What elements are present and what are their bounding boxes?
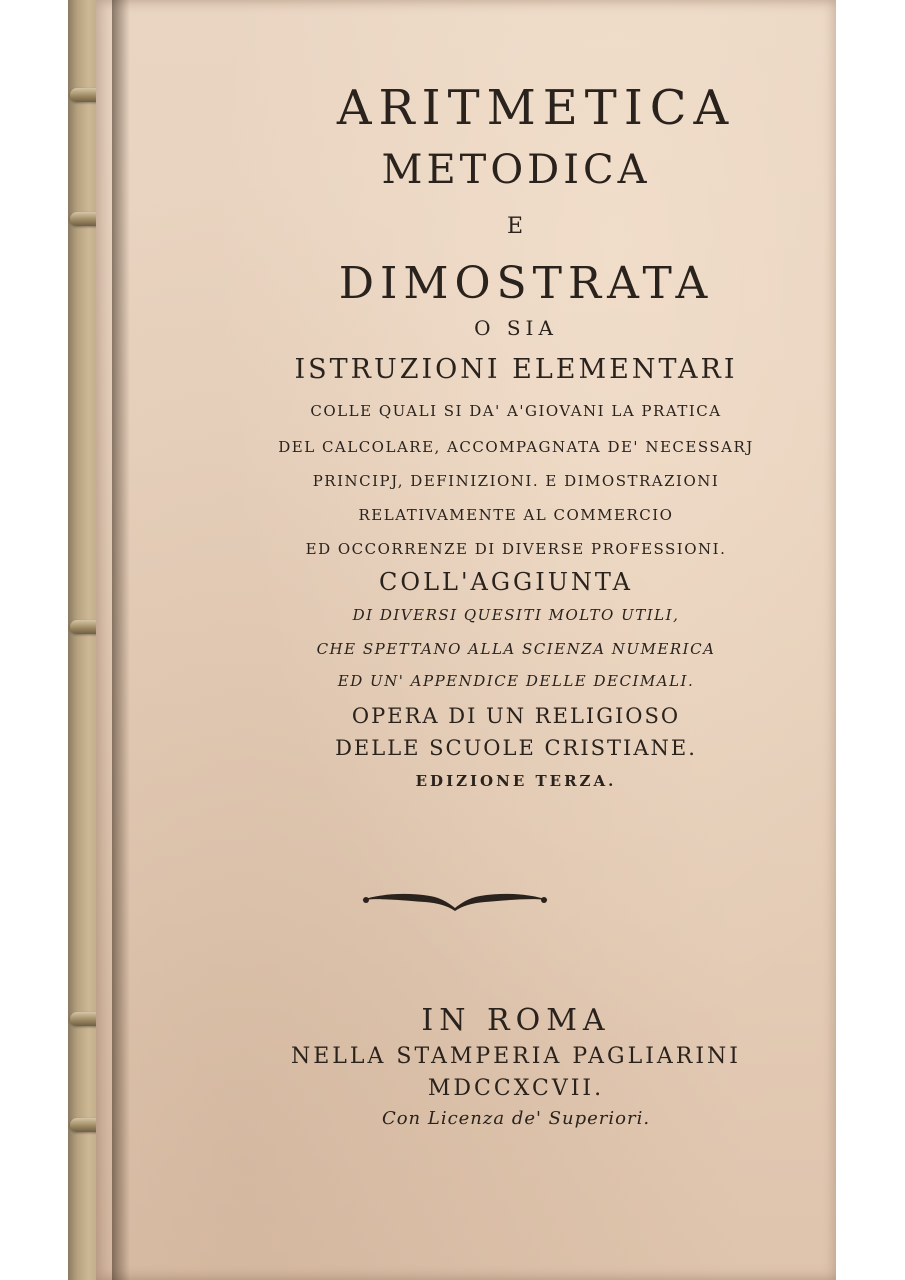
imprint-license: Con Licenza de' Superiori. bbox=[381, 1108, 651, 1129]
author-line: DELLE SCUOLE CRISTIANE. bbox=[335, 736, 697, 760]
italic-description-line: ED UN' APPENDICE DELLE DECIMALI. bbox=[337, 672, 695, 690]
subtitle-istruzioni: ISTRUZIONI ELEMENTARI bbox=[294, 354, 738, 385]
description-line: RELATIVAMENTE AL COMMERCIO bbox=[358, 506, 674, 524]
title-conjunction: E bbox=[506, 214, 526, 239]
description-line: COLLE QUALI SI DA' A'GIOVANI LA PRATICA bbox=[310, 402, 722, 420]
description-line: ED OCCORRENZE DI DIVERSE PROFESSIONI. bbox=[305, 540, 727, 558]
edition-line: EDIZIONE TERZA. bbox=[415, 772, 617, 790]
title-metodica: METODICA bbox=[381, 147, 651, 193]
title-osia: O SIA bbox=[474, 316, 558, 340]
printer-ornament-icon bbox=[360, 884, 550, 914]
imprint-printer: NELLA STAMPERIA PAGLIARINI bbox=[291, 1044, 741, 1069]
imprint-city: IN ROMA bbox=[421, 1003, 611, 1038]
imprint-year: MDCCXCVII. bbox=[427, 1076, 605, 1101]
gutter-shadow bbox=[112, 0, 130, 1280]
title-page bbox=[96, 0, 836, 1280]
title-dimostrata: DIMOSTRATA bbox=[338, 258, 714, 309]
italic-description-line: CHE SPETTANO ALLA SCIENZA NUMERICA bbox=[316, 640, 716, 658]
heading-coll-aggiunta: COLL'AGGIUNTA bbox=[379, 568, 633, 596]
author-line: OPERA DI UN RELIGIOSO bbox=[351, 704, 681, 728]
description-line: PRINCIPJ, DEFINIZIONI. E DIMOSTRAZIONI bbox=[312, 472, 720, 490]
description-line: DEL CALCOLARE, ACCOMPAGNATA DE' NECESSARJ bbox=[278, 438, 754, 456]
italic-description-line: DI DIVERSI QUESITI MOLTO UTILI, bbox=[352, 606, 680, 624]
title-aritmetica: ARITMETICA bbox=[336, 80, 736, 136]
